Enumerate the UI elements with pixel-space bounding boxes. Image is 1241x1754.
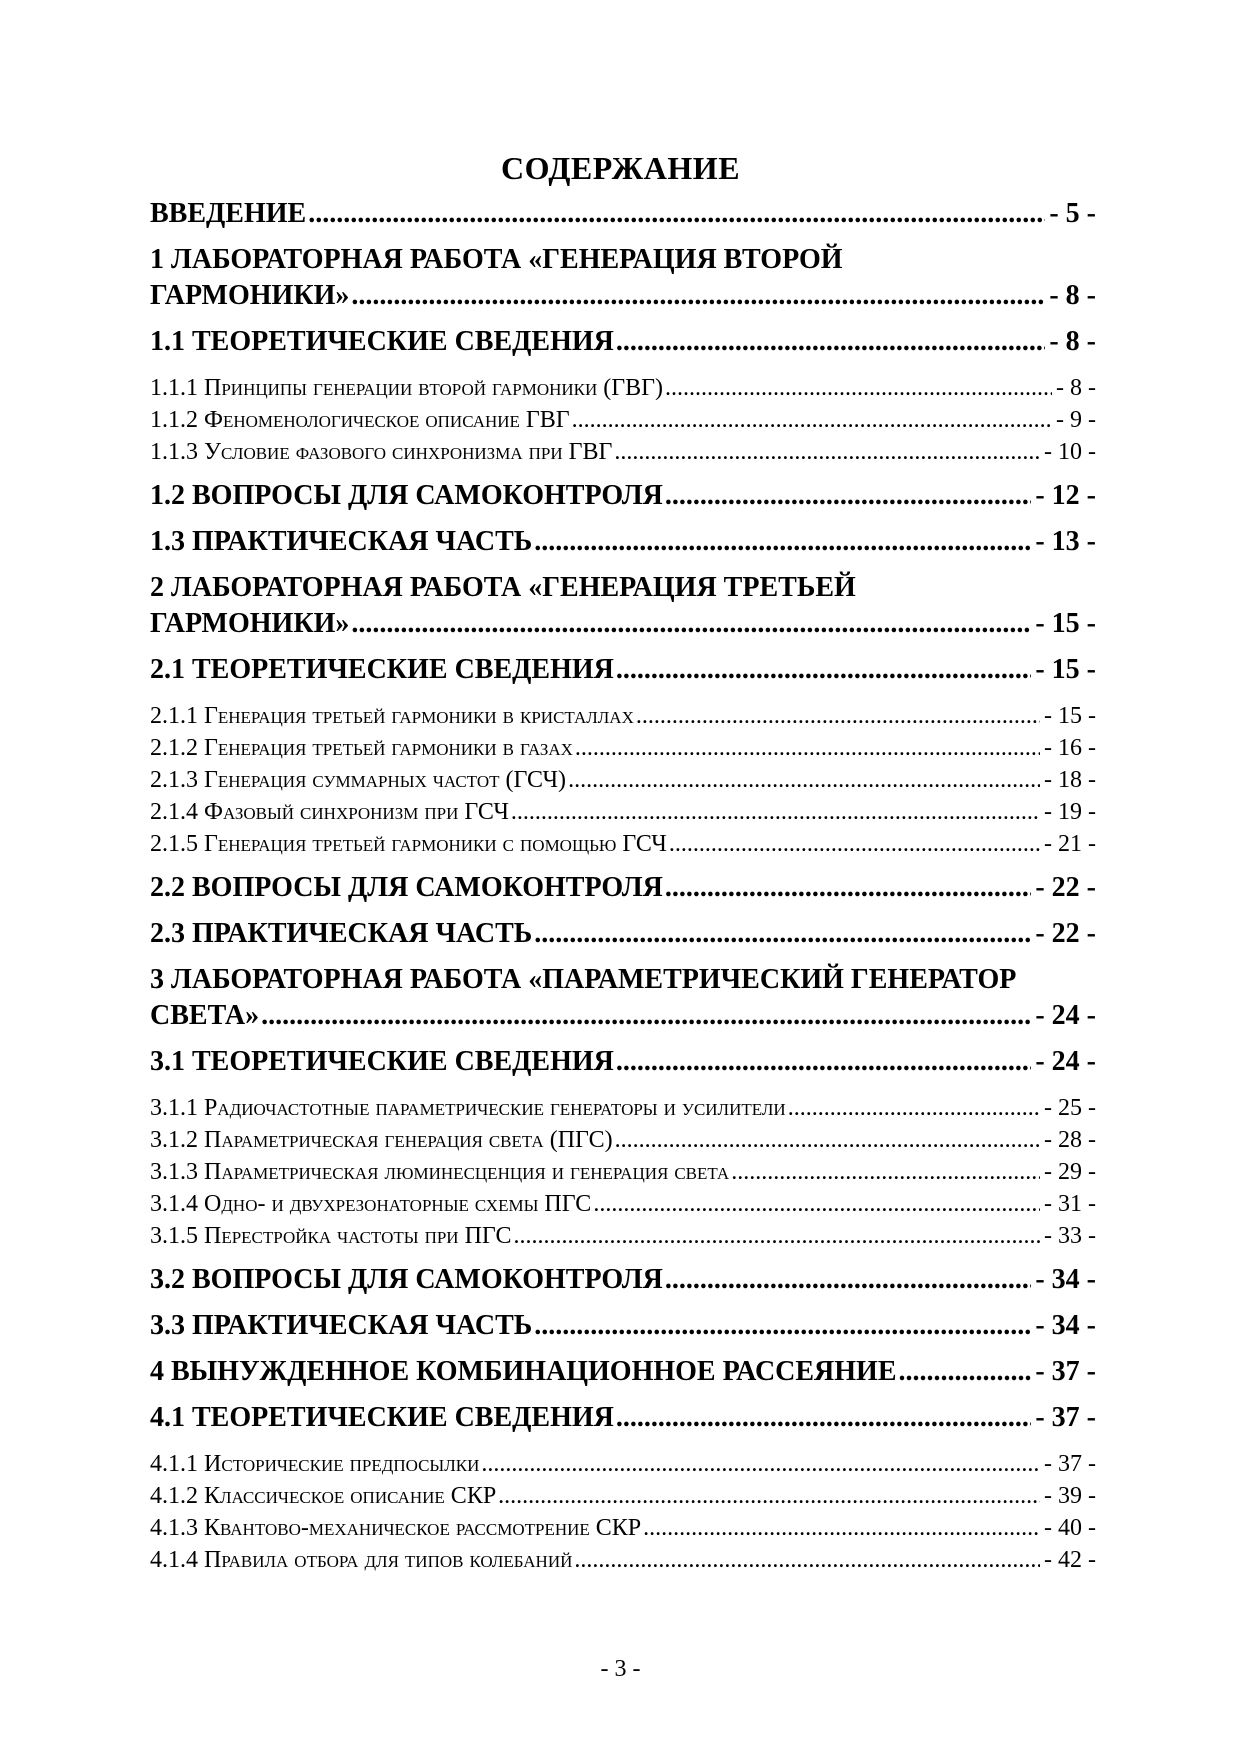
toc-entry-page: - 24 - (1035, 1046, 1096, 1077)
toc-entry-page: - 25 - (1044, 1095, 1096, 1121)
dot-leader (616, 1400, 1031, 1436)
toc-entry[interactable] (150, 764, 1096, 796)
toc-entry-page: - 24 - (1035, 1000, 1096, 1031)
dot-leader (616, 1044, 1031, 1080)
dot-leader (731, 1156, 1040, 1188)
toc-entry-title: 3.1 ТЕОРЕТИЧЕСКИЕ СВЕДЕНИЯ (150, 1046, 614, 1077)
toc-entry[interactable] (150, 1262, 1096, 1298)
toc-entry-title: 3.1.2 Параметрическая генерация света (ПГС) (150, 1127, 613, 1153)
toc-entry[interactable] (150, 1512, 1096, 1544)
toc-entry[interactable] (150, 436, 1096, 468)
toc-entry-title: 3.1.1 Радиочастотные параметрические генераторы и усилители (150, 1095, 786, 1121)
dot-leader (511, 796, 1040, 828)
dot-leader (788, 1092, 1040, 1124)
toc-entry-page: - 39 - (1044, 1483, 1096, 1509)
toc-entry-page: - 22 - (1035, 872, 1096, 903)
toc-entry-title: 2.1.2 Генерация третьей гармоники в газах (150, 735, 573, 761)
toc-entry-page: - 5 - (1049, 198, 1096, 229)
toc-entry-page: - 8 - (1049, 280, 1096, 311)
toc-entry-page: - 29 - (1044, 1159, 1096, 1185)
toc-entry[interactable] (150, 962, 1096, 1034)
toc-entry-page: - 37 - (1035, 1402, 1096, 1433)
toc-entry[interactable] (150, 524, 1096, 560)
toc-entry[interactable] (150, 1544, 1096, 1576)
dot-leader (665, 372, 1052, 404)
toc-entry[interactable] (150, 1480, 1096, 1512)
toc-entry-title: 2.1.5 Генерация третьей гармоники с помощью ГСЧ (150, 831, 667, 857)
dot-leader (636, 700, 1040, 732)
dot-leader (308, 196, 1045, 232)
dot-leader (665, 478, 1031, 514)
dot-leader (568, 764, 1040, 796)
toc-entry-page: - 10 - (1044, 439, 1096, 465)
page-number: - 3 - (600, 1656, 641, 1682)
toc-entry-title: 3.1.5 Перестройка частоты при ПГС (150, 1223, 512, 1249)
toc-entry[interactable] (150, 1156, 1096, 1188)
dot-leader (643, 1512, 1040, 1544)
toc-entry-page: - 34 - (1035, 1264, 1096, 1295)
dot-leader (498, 1480, 1040, 1512)
toc-entry-page: - 8 - (1056, 375, 1096, 401)
toc-entry[interactable] (150, 1188, 1096, 1220)
toc-entry-page: - 42 - (1044, 1547, 1096, 1573)
toc-entry[interactable] (150, 196, 1096, 232)
toc-entry[interactable] (150, 478, 1096, 514)
dot-leader (534, 524, 1031, 560)
toc-entry[interactable] (150, 732, 1096, 764)
toc-entry-page: - 28 - (1044, 1127, 1096, 1153)
toc-entry[interactable] (150, 1400, 1096, 1436)
toc-entry-page: - 40 - (1044, 1515, 1096, 1541)
toc-entry-page: - 34 - (1035, 1310, 1096, 1341)
toc-entry-title: СВЕТА» (150, 1000, 260, 1031)
toc-entry[interactable] (150, 1044, 1096, 1080)
toc-entry[interactable] (150, 570, 1096, 642)
dot-leader (615, 1124, 1040, 1156)
toc-entry[interactable] (150, 404, 1096, 436)
dot-leader (261, 998, 1031, 1034)
toc-entry-title: 2.1.1 Генерация третьей гармоники в кристаллах (150, 703, 634, 729)
toc-entry[interactable] (150, 1092, 1096, 1124)
toc-entry-page: - 9 - (1056, 407, 1096, 433)
toc-entry-title: 4.1.3 Квантово-механическое рассмотрение СКР (150, 1515, 642, 1541)
toc-entry[interactable] (150, 828, 1096, 860)
toc-entry[interactable] (150, 1124, 1096, 1156)
toc-entry[interactable] (150, 796, 1096, 828)
toc-entry-page: - 15 - (1035, 654, 1096, 685)
toc-entry-title: 1.1.1 Принципы генерации второй гармоники (ГВГ) (150, 375, 664, 401)
dot-leader (899, 1354, 1032, 1390)
dot-leader (574, 1544, 1040, 1576)
toc-entry-title: 3.1.4 Одно- и двухрезонаторные схемы ПГС (150, 1191, 592, 1217)
toc-entry-page: - 21 - (1044, 831, 1096, 857)
dot-leader (665, 870, 1031, 906)
dot-leader (481, 1448, 1040, 1480)
toc-entry-title: 2.1.3 Генерация суммарных частот (ГСЧ) (150, 767, 567, 793)
toc-entry-page: - 16 - (1044, 735, 1096, 761)
toc-entry-title: 1.1 ТЕОРЕТИЧЕСКИЕ СВЕДЕНИЯ (150, 326, 614, 357)
dot-leader (534, 916, 1031, 952)
dot-leader (593, 1188, 1040, 1220)
dot-leader (616, 324, 1045, 360)
page-title: СОДЕРЖАНИЕ (500, 150, 741, 186)
toc-entry-title: 1.2 ВОПРОСЫ ДЛЯ САМОКОНТРОЛЯ (150, 480, 663, 511)
toc-entry-page: - 18 - (1044, 767, 1096, 793)
toc-entry[interactable] (150, 870, 1096, 906)
toc-entry-title: 1.1.2 Феноменологическое описание ГВГ (150, 407, 570, 433)
dot-leader (513, 1220, 1040, 1252)
toc-entry-title: ГАРМОНИКИ» (150, 608, 350, 639)
toc-entry[interactable] (150, 916, 1096, 952)
dot-leader (614, 436, 1040, 468)
toc-entry-title: 2.3 ПРАКТИЧЕСКАЯ ЧАСТЬ (150, 918, 533, 949)
toc-entry-title: 3.3 ПРАКТИЧЕСКАЯ ЧАСТЬ (150, 1310, 533, 1341)
table-of-contents (150, 196, 1096, 1576)
dot-leader (616, 652, 1031, 688)
toc-entry[interactable] (150, 242, 1096, 314)
toc-entry-title: 3.2 ВОПРОСЫ ДЛЯ САМОКОНТРОЛЯ (150, 1264, 663, 1295)
toc-entry-title: 4.1 ТЕОРЕТИЧЕСКИЕ СВЕДЕНИЯ (150, 1402, 614, 1433)
toc-entry-page: - 13 - (1035, 526, 1096, 557)
toc-entry[interactable] (150, 324, 1096, 360)
toc-entry-title-line: 3 ЛАБОРАТОРНАЯ РАБОТА «ПАРАМЕТРИЧЕСКИЙ ГЕНЕРАТОР (150, 964, 1017, 995)
dot-leader (572, 404, 1052, 436)
toc-entry[interactable] (150, 1448, 1096, 1480)
dot-leader (665, 1262, 1031, 1298)
toc-entry-title: 1.1.3 Условие фазового синхронизма при ГВГ (150, 439, 613, 465)
toc-entry[interactable] (150, 1308, 1096, 1344)
dot-leader (575, 732, 1040, 764)
toc-entry[interactable] (150, 652, 1096, 688)
toc-entry-page: - 33 - (1044, 1223, 1096, 1249)
toc-entry-title: 1.3 ПРАКТИЧЕСКАЯ ЧАСТЬ (150, 526, 533, 557)
toc-entry-title: 4.1.1 Исторические предпосылки (150, 1451, 480, 1477)
toc-entry-title: ВВЕДЕНИЕ (150, 198, 307, 229)
toc-entry-title: 4.1.2 Классическое описание СКР (150, 1483, 497, 1509)
dot-leader (669, 828, 1040, 860)
toc-entry-title: 4.1.4 Правила отбора для типов колебаний (150, 1547, 573, 1573)
toc-entry-title-line: 1 ЛАБОРАТОРНАЯ РАБОТА «ГЕНЕРАЦИЯ ВТОРОЙ (150, 244, 843, 275)
toc-entry[interactable] (150, 372, 1096, 404)
toc-entry-page: - 8 - (1049, 326, 1096, 357)
toc-entry-page: - 15 - (1035, 608, 1096, 639)
toc-entry-page: - 15 - (1044, 703, 1096, 729)
toc-entry-title: ГАРМОНИКИ» (150, 280, 350, 311)
toc-entry-page: - 12 - (1035, 480, 1096, 511)
toc-entry-title: 2.2 ВОПРОСЫ ДЛЯ САМОКОНТРОЛЯ (150, 872, 663, 903)
toc-entry-title: 2.1.4 Фазовый синхронизм при ГСЧ (150, 799, 509, 825)
toc-entry-page: - 19 - (1044, 799, 1096, 825)
dot-leader (351, 278, 1045, 314)
toc-entry-title: 4 ВЫНУЖДЕННОЕ КОМБИНАЦИОННОЕ РАССЕЯНИЕ (150, 1356, 897, 1387)
toc-entry[interactable] (150, 1220, 1096, 1252)
toc-entry-page: - 22 - (1035, 918, 1096, 949)
toc-entry-title: 3.1.3 Параметрическая люминесценция и генерация света (150, 1159, 730, 1185)
toc-entry[interactable] (150, 700, 1096, 732)
toc-entry-title-line: 2 ЛАБОРАТОРНАЯ РАБОТА «ГЕНЕРАЦИЯ ТРЕТЬЕЙ (150, 572, 856, 603)
toc-entry-page: - 37 - (1044, 1451, 1096, 1477)
dot-leader (534, 1308, 1031, 1344)
toc-entry-page: - 37 - (1035, 1356, 1096, 1387)
toc-entry-title: 2.1 ТЕОРЕТИЧЕСКИЕ СВЕДЕНИЯ (150, 654, 614, 685)
dot-leader (351, 606, 1031, 642)
toc-entry[interactable] (150, 1354, 1096, 1390)
toc-entry-page: - 31 - (1044, 1191, 1096, 1217)
